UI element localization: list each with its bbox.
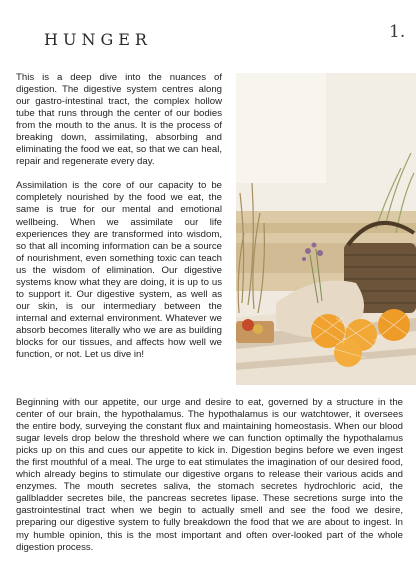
page-number: 1.: [389, 22, 406, 42]
picnic-photo: [236, 73, 416, 385]
paragraph-assimilation: Assimilation is the core of our capacity to be completely nourished by the food we eat, the same is true for our mental and emotional wellbeing. When we assimilate our life experiences they are transformed into wisdom, so that all incoming information can be a source of nourishment, even something toxic can teach us the wisdom of elimination. Our digestive systems know what they are doing, it is up to us to support it. Our digestive system, as well as our skin, is our intermediary between the internal and external environment. Whatever we absorb becomes literally who we are as building blocks for our tissues, and affects how well we function, or not. Let us dive in!: [16, 180, 222, 361]
paragraph-intro: This is a deep dive into the nuances of digestion. The digestive system centres along our gastro-intestinal tract, the complex hollow tube that runs through the center of our bodies from the mouth to the anus. It is the process of breaking down, assimilating, absorbing and eliminating the food we eat, so that we can heal, repair and regenerate every day.: [16, 72, 222, 168]
page-title: HUNGER: [44, 30, 152, 49]
paragraph-appetite: Beginning with our appetite, our urge and desire to eat, governed by a structure in the center of our brain, the hypothalamus. The hypothalamus is our watchtower, it oversees the entire body, surveying the constant flux and maintaining homeostasis. When our blood sugar levels drop below the threshold where we can function optimally the hypothalamus picks up on this and cues our appetite to kick in. Digestion begins before we even ingest the first mouthful of a meal. The urge to eat stimulates the imagination of our desired food, which already begins to stimulate our digestive organs to release their various acids and enzymes. The mouth secretes saliva, the stomach secretes hydrochloric acid, the gallbladder secretes bile, the pancreas secretes lipase. These secretions surge into the gastrointestinal tract when we begin to actually smell and see the food we desire, preparing our digestive system to fully breakdown the food that we are about to ingest. In my humble opinion, this is the most important and often over-looked part of the whole digestion process.: [16, 397, 403, 553]
intro-column: [16, 72, 222, 373]
